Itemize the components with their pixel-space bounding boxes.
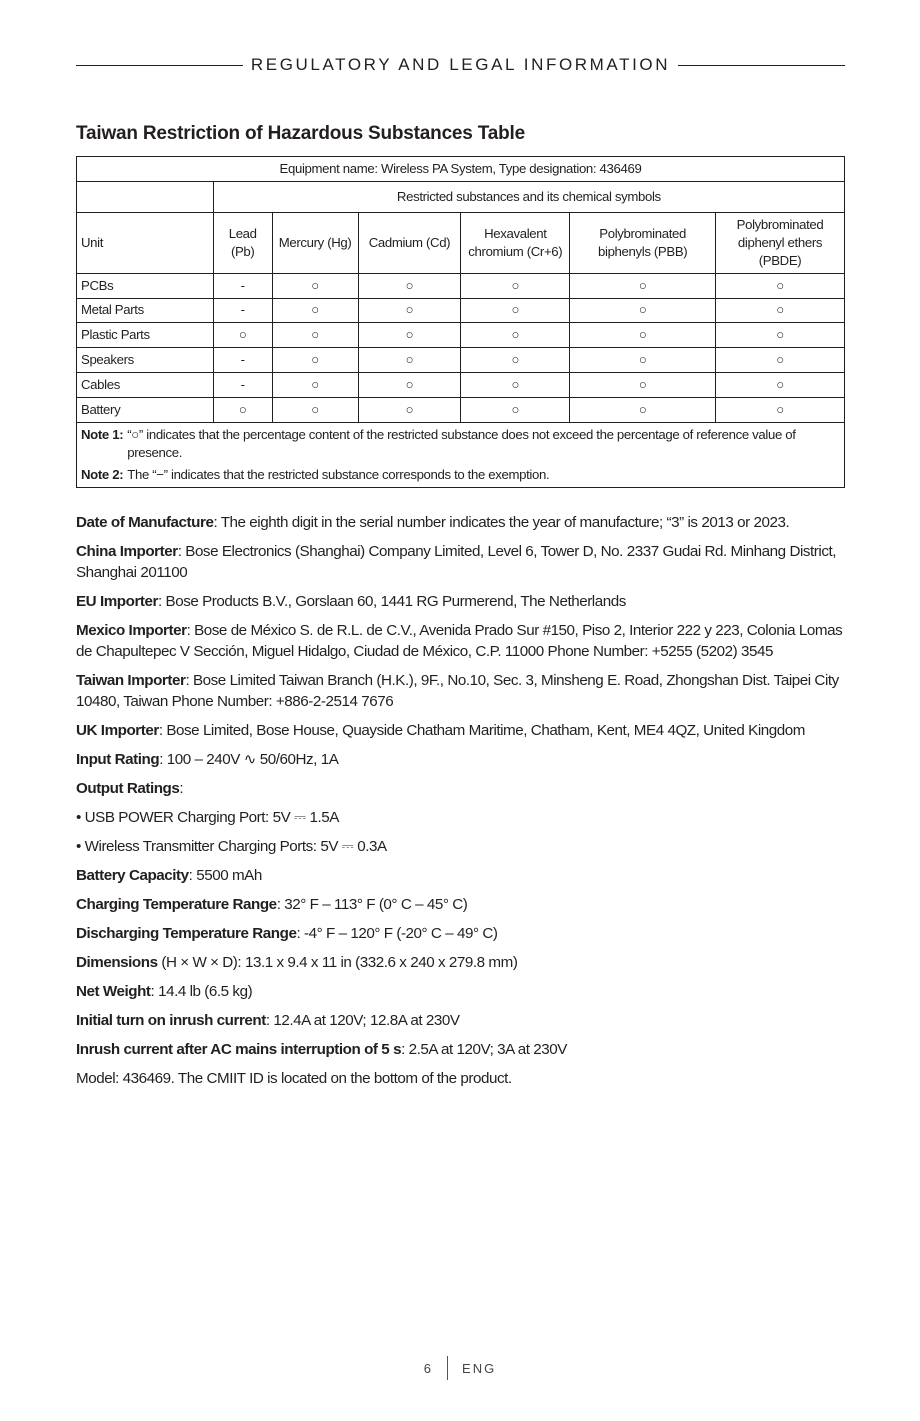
info-text: : The eighth digit in the serial number indicates the year of manufacture; “3” is 2013 or 2023. xyxy=(213,514,790,531)
substance-cell: - xyxy=(213,273,272,298)
info-text: : -4° F – 120° F (-20° C – 49° C) xyxy=(296,925,498,942)
info-paragraph xyxy=(76,512,848,533)
note-1-text: “○” indicates that the percentage content of the restricted substance does not exceed the percentage of reference value of presence. xyxy=(127,426,796,460)
info-label: Net Weight xyxy=(76,983,151,1000)
info-label: Initial turn on inrush current xyxy=(76,1012,266,1029)
col-header: Polybrominated diphenyl ethers (PBDE) xyxy=(716,212,845,273)
substance-cell: ○ xyxy=(358,397,461,422)
info-text: Model: 436469. The CMIIT ID is located on the bottom of the product. xyxy=(76,1070,512,1087)
info-text: : 14.4 lb (6.5 kg) xyxy=(150,983,253,1000)
info-text: : Bose Products B.V., Gorslaan 60, 1441 RG Purmerend, The Netherlands xyxy=(157,593,626,610)
info-label: EU Importer xyxy=(76,593,158,610)
info-paragraph xyxy=(76,894,848,915)
info-text: : Bose Limited, Bose House, Quayside Chatham Maritime, Chatham, Kent, ME4 4QZ, United Kingdom xyxy=(158,722,805,739)
substance-cell: ○ xyxy=(272,397,358,422)
substance-cell: ○ xyxy=(358,348,461,373)
substance-cell: ○ xyxy=(272,323,358,348)
unit-cell: Metal Parts xyxy=(77,298,214,323)
info-label: Taiwan Importer xyxy=(76,672,186,689)
substance-cell: ○ xyxy=(358,323,461,348)
regulatory-info xyxy=(76,512,848,1097)
header-rule-left xyxy=(76,65,243,66)
language-label: ENG xyxy=(462,1360,497,1376)
equipment-name: Equipment name: Wireless PA System, Type designation: 436469 xyxy=(77,157,845,182)
substance-cell: ○ xyxy=(272,298,358,323)
info-text: (H × W × D): 13.1 x 9.4 x 11 in (332.6 x 240 x 279.8 mm) xyxy=(157,954,518,971)
table-title: Taiwan Restriction of Hazardous Substances Table xyxy=(76,123,525,144)
col-header: Polybrominated biphenyls (PBB) xyxy=(570,212,716,273)
col-header: Cadmium (Cd) xyxy=(358,212,461,273)
table-row xyxy=(77,323,845,348)
substance-cell: ○ xyxy=(358,298,461,323)
col-header: Unit xyxy=(77,212,214,273)
info-label: Dimensions xyxy=(76,954,158,971)
info-label: Charging Temperature Range xyxy=(76,896,277,913)
substance-cell: ○ xyxy=(570,372,716,397)
info-text: : Bose de México S. de R.L. de C.V., Avenida Prado Sur #150, Piso 2, Interior 222 y 223, Colonia Lomas de Chapultepec V Sección, Miguel Hidalgo, Ciudad de México, C.P. 11000 Phone Number: +5255 (5202) 3545 xyxy=(76,622,843,660)
col-header: Hexavalent chromium (Cr+6) xyxy=(461,212,570,273)
substance-cell: - xyxy=(213,298,272,323)
info-paragraph xyxy=(76,807,848,828)
substance-cell: ○ xyxy=(716,298,845,323)
restricted-header: Restricted substances and its chemical symbols xyxy=(213,181,844,212)
info-paragraph xyxy=(76,981,848,1002)
info-paragraph xyxy=(76,1068,848,1089)
info-paragraph xyxy=(76,865,848,886)
note-2-label: Note 2: xyxy=(81,466,124,482)
substance-cell: ○ xyxy=(716,372,845,397)
table-row xyxy=(77,348,845,373)
info-label: Output Ratings xyxy=(76,780,180,797)
substance-cell: ○ xyxy=(461,397,570,422)
info-text: : xyxy=(179,780,184,797)
substance-cell: ○ xyxy=(272,372,358,397)
info-paragraph xyxy=(76,778,848,799)
note-1 xyxy=(81,426,840,462)
col-header: Mercury (Hg) xyxy=(272,212,358,273)
info-paragraph xyxy=(76,591,848,612)
unit-cell: Plastic Parts xyxy=(77,323,214,348)
table-row xyxy=(77,372,845,397)
note-1-label: Note 1: xyxy=(81,426,124,442)
substance-cell: ○ xyxy=(716,273,845,298)
rohs-table xyxy=(76,156,845,488)
info-label: Discharging Temperature Range xyxy=(76,925,297,942)
table-row xyxy=(77,273,845,298)
substance-cell: ○ xyxy=(461,372,570,397)
info-paragraph xyxy=(76,720,848,741)
substance-cell: ○ xyxy=(213,397,272,422)
substance-cell: ○ xyxy=(358,273,461,298)
footer-divider xyxy=(447,1356,448,1380)
substance-cell: ○ xyxy=(570,397,716,422)
note-2-text: The “−” indicates that the restricted substance corresponds to the exemption. xyxy=(127,466,550,482)
substance-cell: ○ xyxy=(570,323,716,348)
substance-cell: ○ xyxy=(461,273,570,298)
info-label: Mexico Importer xyxy=(76,622,187,639)
table-row xyxy=(77,298,845,323)
info-paragraph xyxy=(76,541,848,583)
substance-cell: ○ xyxy=(358,372,461,397)
column-headers xyxy=(77,212,845,273)
page-footer xyxy=(0,1356,920,1380)
page-header xyxy=(76,55,845,75)
info-paragraph xyxy=(76,836,848,857)
info-text: : Bose Limited Taiwan Branch (H.K.), 9F., No.10, Sec. 3, Minsheng E. Road, Zhongshan Dist. Taipei City 10480, Taiwan Phone Number: +886-2-2514 7676 xyxy=(76,672,839,710)
info-text: : 12.4A at 120V; 12.8A at 230V xyxy=(265,1012,460,1029)
info-text: : 5500 mAh xyxy=(188,867,262,884)
info-text: • Wireless Transmitter Charging Ports: 5V ⎓ 0.3A xyxy=(76,838,387,855)
info-paragraph xyxy=(76,952,848,973)
unit-cell: Battery xyxy=(77,397,214,422)
info-paragraph xyxy=(76,620,848,662)
substance-cell: ○ xyxy=(570,298,716,323)
substance-cell: ○ xyxy=(272,348,358,373)
info-paragraph xyxy=(76,670,848,712)
unit-cell: PCBs xyxy=(77,273,214,298)
page-number: 6 xyxy=(423,1360,434,1376)
info-paragraph xyxy=(76,749,848,770)
info-text: : 2.5A at 120V; 3A at 230V xyxy=(401,1041,567,1058)
info-text: : 100 – 240V ∿ 50/60Hz, 1A xyxy=(159,751,339,768)
unit-cell: Cables xyxy=(77,372,214,397)
info-label: Battery Capacity xyxy=(76,867,189,884)
info-text: : 32° F – 113° F (0° C – 45° C) xyxy=(276,896,468,913)
info-label: Date of Manufacture xyxy=(76,514,214,531)
info-text: • USB POWER Charging Port: 5V ⎓ 1.5A xyxy=(76,809,339,826)
substance-cell: ○ xyxy=(716,323,845,348)
substance-cell: ○ xyxy=(272,273,358,298)
info-label: UK Importer xyxy=(76,722,159,739)
substance-cell: ○ xyxy=(213,323,272,348)
note-2 xyxy=(81,466,840,484)
substance-cell: - xyxy=(213,348,272,373)
info-label: Input Rating xyxy=(76,751,160,768)
blank-cell xyxy=(77,181,214,212)
col-header: Lead (Pb) xyxy=(213,212,272,273)
info-label: China Importer xyxy=(76,543,178,560)
info-paragraph xyxy=(76,923,848,944)
substance-cell: ○ xyxy=(461,298,570,323)
info-label: Inrush current after AC mains interruption of 5 s xyxy=(76,1041,402,1058)
substance-cell: ○ xyxy=(716,397,845,422)
info-text: : Bose Electronics (Shanghai) Company Limited, Level 6, Tower D, No. 2337 Gudai Rd. Minhang District, Shanghai 201100 xyxy=(76,543,837,581)
substance-cell: ○ xyxy=(570,273,716,298)
info-paragraph xyxy=(76,1039,848,1060)
header-title: REGULATORY AND LEGAL INFORMATION xyxy=(250,55,671,74)
substance-cell: ○ xyxy=(716,348,845,373)
info-paragraph xyxy=(76,1010,848,1031)
substance-cell: ○ xyxy=(461,348,570,373)
substance-cell: - xyxy=(213,372,272,397)
substance-cell: ○ xyxy=(461,323,570,348)
unit-cell: Speakers xyxy=(77,348,214,373)
substance-cell: ○ xyxy=(570,348,716,373)
table-row xyxy=(77,397,845,422)
header-rule-right xyxy=(678,65,845,66)
table-notes xyxy=(77,422,845,487)
